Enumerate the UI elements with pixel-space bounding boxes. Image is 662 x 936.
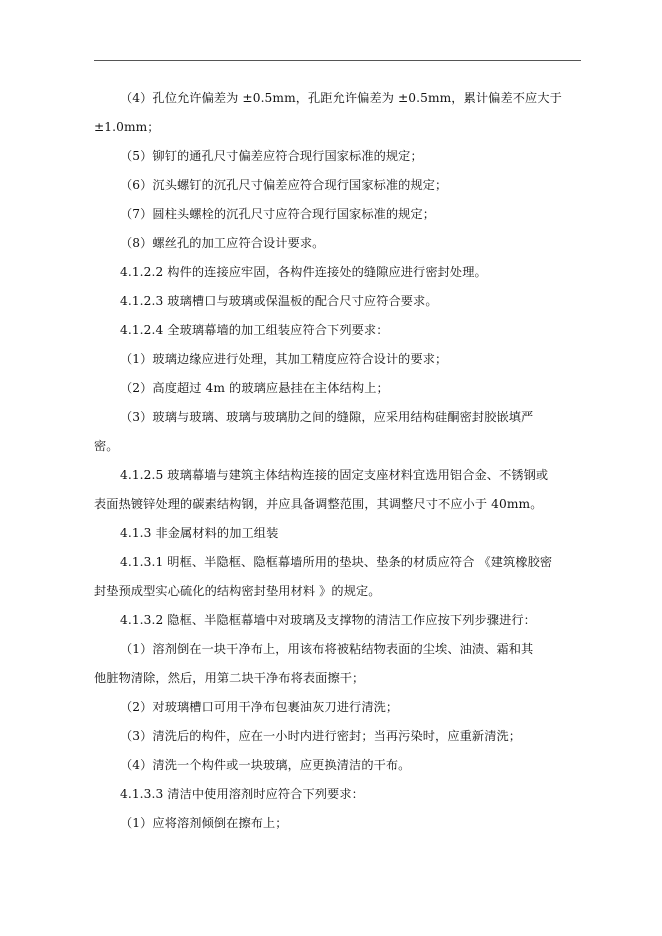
text-line: （1）应将溶剂倾倒在擦布上；: [120, 816, 288, 830]
text-line: 密。: [94, 439, 119, 453]
text-line: 4.1.2.2 构件的连接应牢固，各构件连接处的缝隙应进行密封处理。: [120, 265, 487, 279]
header-rule: [94, 60, 581, 61]
text-line: 4.1.3.3 清洁中使用溶剂时应符合下列要求：: [120, 787, 364, 801]
text-line: （1）玻璃边缘应进行处理，其加工精度应符合设计的要求；: [120, 352, 448, 366]
text-line: （2）高度超过 4m 的玻璃应悬挂在主体结构上；: [120, 381, 389, 395]
text-line: （7）圆柱头螺栓的沉孔尺寸应符合现行国家标准的规定；: [120, 207, 436, 221]
text-line: 4.1.2.5 玻璃幕墙与建筑主体结构连接的固定支座材料宜选用铝合金、不锈钢或: [120, 468, 549, 482]
text-line: （1）溶剂倒在一块干净布上，用该布将被粘结物表面的尘埃、油渍、霜和其: [120, 642, 534, 656]
text-line: （3）玻璃与玻璃、玻璃与玻璃肋之间的缝隙，应采用结构硅酮密封胶嵌填严: [120, 410, 534, 424]
text-line: （4）清洗一个构件或一块玻璃，应更换清洁的干布。: [120, 758, 411, 772]
text-line: 4.1.2.4 全玻璃幕墙的加工组装应符合下列要求：: [120, 323, 389, 337]
document-body: [94, 84, 584, 838]
text-line: 表面热镀锌处理的碳素结构钢，并应具备调整范围，其调整尺寸不应小于 40mm。: [94, 497, 543, 511]
text-line: （6）沉头螺钉的沉孔尺寸偏差应符合现行国家标准的规定；: [120, 178, 448, 192]
text-line: 4.1.3.2 隐框、半隐框幕墙中对玻璃及支撑物的清洁工作应按下列步骤进行：: [120, 613, 536, 627]
text-line: （2）对玻璃槽口可用干净布包裹油灰刀进行清洗；: [120, 700, 399, 714]
text-line: （8）螺丝孔的加工应符合设计要求。: [120, 236, 325, 250]
text-line: （3）清洗后的构件，应在一小时内进行密封；当再污染时，应重新清洗；: [120, 729, 522, 743]
text-line: ±1.0mm；: [94, 120, 160, 134]
text-line: 4.1.3.1 明框、半隐框、隐框幕墙所用的垫块、垫条的材质应符合 《建筑橡胶密: [120, 555, 553, 569]
text-line: 4.1.3 非金属材料的加工组装: [120, 526, 279, 540]
text-line: 4.1.2.3 玻璃槽口与玻璃或保温板的配合尺寸应符合要求。: [120, 294, 438, 308]
text-line: （5）铆钉的通孔尺寸偏差应符合现行国家标准的规定；: [120, 149, 423, 163]
text-line: （4）孔位允许偏差为 ±0.5mm，孔距允许偏差为 ±0.5mm，累计偏差不应大于: [120, 91, 562, 105]
text-line: 封垫预成型实心硫化的结构密封垫用材料 》的规定。: [94, 584, 381, 598]
text-line: 他脏物清除，然后，用第二块干净布将表面擦干；: [94, 671, 365, 685]
